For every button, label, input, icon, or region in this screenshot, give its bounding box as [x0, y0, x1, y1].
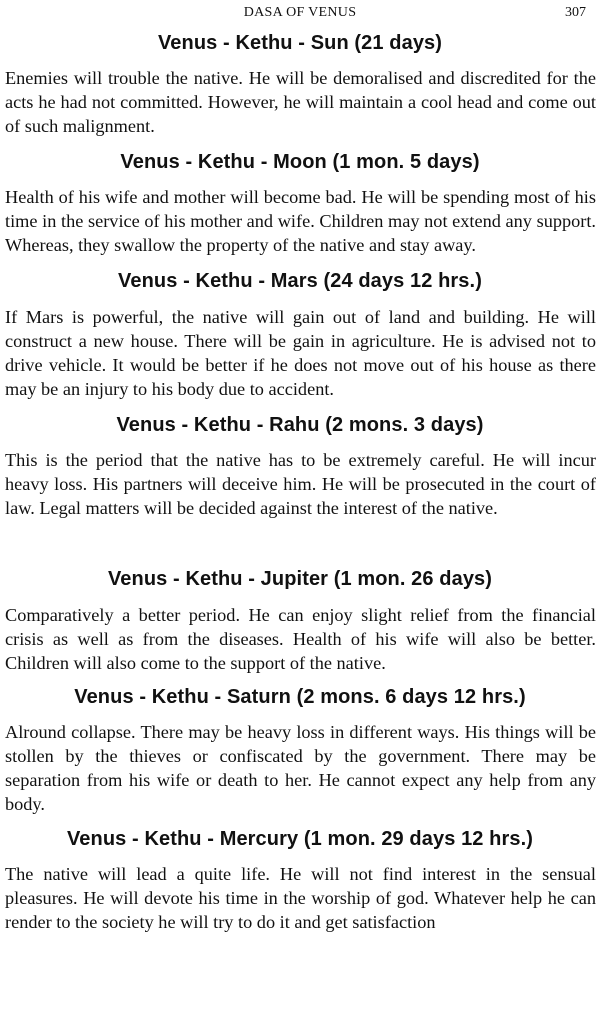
section-heading-mercury: Venus - Kethu - Mercury (1 mon. 29 days 12 hrs.)	[66, 828, 534, 850]
running-title: DASA OF VENUS	[243, 5, 357, 20]
page-number: 307	[565, 5, 586, 20]
section-heading-saturn: Venus - Kethu - Saturn (2 mons. 6 days 12 hrs.)	[74, 686, 526, 708]
section-text-mars: If Mars is powerful, the native will gain out of land and building. He will construct a new house. There will be gain in agriculture. He is advised not to drive vehicle. It would be better if he does not move out of his house as there may be an injury to his body due to accident.	[5, 307, 596, 399]
section-text-saturn: Alround collapse. There may be heavy loss in different ways. His things will be stollen by the thieves or confiscated by the government. There may be separation from his wife or death to her. He cannot expect any help from any body.	[5, 722, 596, 814]
section-text-mercury: The native will lead a quite life. He will not find interest in the sensual pleasures. He will devote his time in the worship of god. Whatever help he can render to the society he will try to do it and get satisfaction	[5, 864, 596, 932]
section-text-jupiter: Comparatively a better period. He can enjoy slight relief from the financial crisis as well as from the diseases. Health of his wife will also be better. Children will also come to the support of the native.	[5, 605, 596, 673]
section-text-rahu: This is the period that the native has to be extremely careful. He will incur heavy loss. His partners will deceive him. He will be prosecuted in the court of law. Legal matters will be decided against the interest of the native.	[5, 450, 596, 518]
section-text-sun: Enemies will trouble the native. He will be demoralised and discredited for the acts he had not committed. However, he will maintain a cool head and come out of such malignment.	[5, 68, 596, 136]
section-text-moon: Health of his wife and mother will become bad. He will be spending most of his time in the service of his mother and wife. Children may not extend any support. Whereas, they swallow the property of the native and stay away.	[5, 187, 596, 255]
section-heading-sun: Venus - Kethu - Sun (21 days)	[157, 32, 443, 54]
section-heading-jupiter: Venus - Kethu - Jupiter (1 mon. 26 days)	[107, 568, 493, 590]
section-heading-mars: Venus - Kethu - Mars (24 days 12 hrs.)	[118, 270, 482, 292]
running-header	[0, 0, 600, 26]
section-heading-moon: Venus - Kethu - Moon (1 mon. 5 days)	[120, 151, 480, 173]
section-heading-rahu: Venus - Kethu - Rahu (2 mons. 3 days)	[116, 414, 484, 436]
